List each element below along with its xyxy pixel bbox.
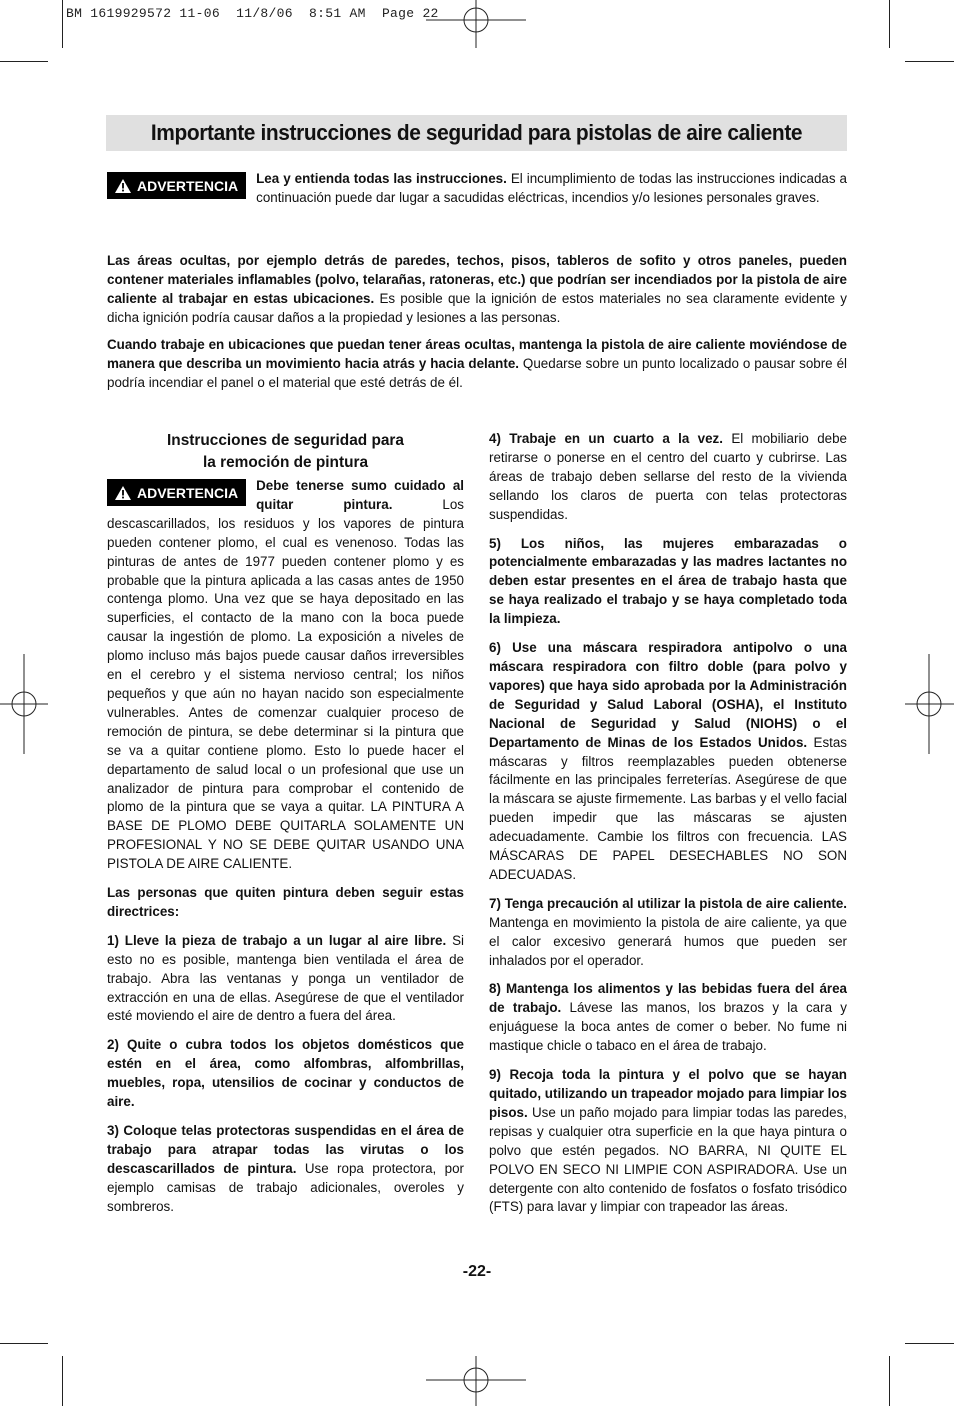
item-1-text: Si esto no es posible, mantenga bien ventilada el área de trabajo. Abra las ventanas y ponga un ventilador de extracción en una de ellas. Asegúrese de que el ventilador esté moviendo el aire de dentro a fuera del área. (107, 932, 464, 1024)
item-8-text: Lávese las manos, los brazos y la cara y enjuáguese la boca antes de comer o beber. No fume ni mastique chicle o tabaco en el área de trabajo. (489, 1000, 847, 1054)
movement-text: Quedarse sobre un punto localizado o pausar sobre él podría incendiar el panel o el material que esté detrás de él. (107, 355, 847, 390)
item-5-bold: 5) Los niños, las mujeres embarazadas o potencialmente embarazadas y las madres lactantes no deben estar presentes en el área de trabajo hasta que se haya realizado el trabajo y se haya completado toda la limpieza. (489, 535, 847, 627)
crop-mark (905, 1343, 954, 1344)
list-item (107, 1036, 464, 1112)
guidelines-intro-bold: Las personas que quiten pintura deben seguir estas directrices: (107, 885, 464, 919)
crop-mark (0, 1343, 48, 1344)
left-column (107, 430, 464, 1227)
crop-mark (0, 61, 48, 62)
item-3-bold: 3) Coloque telas protectoras suspendidas en el área de trabajo para atrapar todas las virutas o los descascarillados de pintura. (107, 1123, 464, 1176)
crop-mark (889, 0, 890, 48)
lead-warning-text: Los descascarillados, los residuos y los vapores de pintura pueden contener plomo, el cual es venenoso. Todas las pinturas de antes de 1977 pueden contener plomo y es probable que la pintura aplicada a las casas antes de 1950 contenga plomo. Una vez que se haya depositado en las superficies, el contacto de la mano con la boca puede causar la ingestión de plomo. La exposición a niveles de plomo incluso más bajos puede causar daños irreversibles en el cerebro y el sistema nervioso central; los niños pequeños y que aún no hayan nacido son especialmente vulnerables. Antes de comenzar cualquier proceso de remoción de pintura, se debe determinar si la pintura que se va a quitar contiene plomo. Esto lo puede hacer el departamento de salud local o un profesional que use un analizador de pintura para comprobar el contenido de plomo de la pintura que se vaya a quitar. LA PINTURA A BASE DE PLOMO DEBE QUITARLA SOLAMENTE UN PROFESIONAL Y NO SE DEBE QUITAR USANDO UNA PISTOLA DE AIRE CALIENTE. (107, 496, 465, 872)
warning-triangle-icon (115, 486, 131, 500)
movement-bold: Cuando trabaje en ubicaciones que puedan tener áreas ocultas, mantenga la pistola de aire caliente moviéndose de manera que describa un movimiento hacia atrás y hacia delante. (107, 337, 847, 371)
hidden-areas-bold: Las áreas ocultas, por ejemplo detrás de paredes, techos, pisos, tableros de sofito y otros paneles, pueden contener materiales inflamables (polvo, telarañas, ratoneras, etc.) que podrían ser incendiados por la pistola de aire caliente al trabajar en estas ubicaciones. (107, 253, 847, 306)
item-4-bold: 4) Trabaje en un cuarto a la vez. (489, 431, 723, 446)
printer-slug: BM 1619929572 11-06 11/8/06 8:51 AM Page 22 (66, 6, 439, 21)
guidelines-intro (107, 884, 464, 922)
list-item (489, 980, 847, 1056)
item-9-bold: 9) Recoja toda la pintura y el polvo que se hayan quitado, utilizando un trapeador mojado para limpiar los pisos. (489, 1067, 847, 1120)
crop-mark (62, 1356, 63, 1406)
item-7-text: Mantenga en movimiento la pistola de aire caliente, ya que el calor excesivo generará humos que pueden ser inhalados por el operador. (489, 914, 847, 968)
intro-bold: Lea y entienda todas las instrucciones. (256, 171, 507, 186)
registration-mark-left (0, 654, 48, 754)
item-4-text: El mobiliario debe retirarse o ponerse en el centro del cuarto y cubrirse. Las áreas de trabajo deben sellarse del resto de la vivienda sellando los claros de puerta con telas protectoras suspendidas. (489, 431, 847, 522)
item-9-text: Use un paño mojado para limpiar todas las paredes, repisas y cualquier otra superficie en la que haya pintura o polvo que estén pegados. NO BARRA, NI QUITE EL POLVO EN SECO NI LIMPIE CON ASPIRADORA. Use un detergente con alto contenido de fosfatos o fosfato trisódico (FTS) para lavar y limpiar con trapeador las áreas. (489, 1104, 847, 1215)
right-column (489, 430, 847, 1227)
title-bar (106, 115, 847, 151)
list-item (107, 932, 464, 1027)
list-item (489, 639, 847, 885)
warning-label: ADVERTENCIA (137, 484, 239, 501)
hidden-areas-paragraph (107, 252, 847, 328)
item-1-bold: 1) Lleve la pieza de trabajo a un lugar al aire libre. (107, 932, 447, 948)
heading-line-2: la remoción de pintura (202, 453, 369, 471)
warning-badge (107, 479, 246, 506)
list-item (489, 535, 847, 630)
registration-mark-top (426, 0, 526, 48)
movement-paragraph (107, 336, 847, 393)
item-6-bold: 6) Use una máscara respiradora antipolvo o una máscara respiradora con filtro doble (para polvo y vapores) que haya sido aprobada por la Administración de Seguridad y Salud Laboral (OSHA), el Instituto Nacional de Seguridad y Salud (NIOHS) o el Departamento de Minas de los Estados Unidos. (489, 640, 847, 750)
page-number: -22- (462, 1263, 492, 1280)
lead-warning-paragraph (107, 477, 464, 874)
registration-mark-bottom (426, 1356, 526, 1406)
item-2-bold: 2) Quite o cubra todos los objetos domésticos que estén en el área, como alfombras, alfombrillas, muebles, ropa, utensilios de cocinar y conductos de aire. (107, 1037, 464, 1110)
hidden-areas-text: Es posible que la ignición de estos materiales no sea claramente evidente y dicha ignición podría causar daños a la propiedad y lesiones a las personas. (107, 290, 847, 325)
warning-badge (107, 172, 246, 199)
warning-triangle-icon (115, 179, 131, 193)
item-8-bold: 8) Mantenga los alimentos y las bebidas fuera del área de trabajo. (489, 981, 847, 1016)
item-7-bold: 7) Tenga precaución al utilizar la pistola de aire caliente. (489, 895, 847, 911)
intro-section (107, 170, 847, 218)
crop-mark (889, 1356, 890, 1406)
registration-mark-right (905, 654, 954, 754)
list-item (107, 1122, 464, 1217)
crop-mark (62, 0, 63, 48)
list-item (489, 430, 847, 525)
paint-section-heading (107, 430, 464, 473)
lead-warning-bold: Debe tenerse sumo cuidado al quitar pintura. (256, 478, 464, 512)
list-item (489, 895, 847, 971)
crop-mark (905, 61, 954, 62)
movement-section (107, 336, 847, 403)
list-item (489, 1066, 847, 1217)
heading-line-1: Instrucciones de seguridad para (167, 432, 404, 449)
item-6-text: Estas máscaras y filtros reemplazables pueden obtenerse fácilmente en las principales ferreterías. Asegúrese de que la máscara se ajuste firmemente. Las barbas y el vello facial pueden impedir que las máscaras se ajusten adecuadamente. Cambie los filtros con frecuencia. LAS MÁSCARAS DE PAPEL DESECHABLES NO SON ADECUADAS. (489, 734, 848, 882)
item-3-text: Use ropa protectora, por ejemplo camisas de trabajo adicionales, overoles y sombreros. (107, 1160, 464, 1214)
hidden-areas-section (107, 252, 847, 338)
warning-label: ADVERTENCIA (137, 177, 239, 194)
intro-text: El incumplimiento de todas las instrucciones indicadas a continuación puede dar lugar a sacudidas eléctricas, incendios y/o lesiones personales graves. (256, 171, 847, 205)
page-title: Importante instrucciones de seguridad para pistolas de aire caliente (150, 120, 803, 145)
